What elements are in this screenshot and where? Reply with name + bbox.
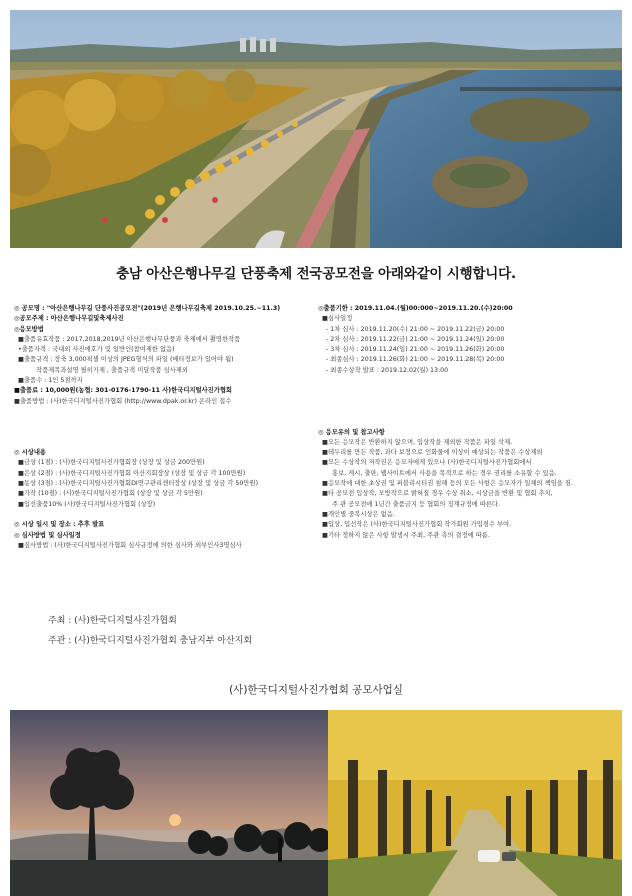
- left-detail-line: ■가작 (10점) : (사)한국디지털사진가협회 (상장 및 상금 각 5만원): [14, 490, 203, 498]
- right-detail-line: ■개인별 중복시상은 없음.: [318, 510, 395, 518]
- right-detail-line: - 3차 심사 : 2019.11.24(일) 21:00 ~ 2019.11.26(화) 20:00: [318, 346, 505, 354]
- right-detail-line: ■모든 수상작의 저작권은 응모자에게 있으나 (사)한국디지털사진가협회에서: [318, 459, 532, 467]
- right-detail-line: ■기타 정하지 않은 사항 발생시 주최, 주관 측의 결정에 따름.: [318, 531, 490, 539]
- left-detail-line: [14, 417, 314, 427]
- ginkgo-road-photo: [328, 710, 622, 896]
- right-detail-line: ■테두리를 만든 작품, 과다 보정으로 인화물에 이상이 예상되는 작품은 수상제외: [318, 449, 543, 457]
- right-detail-line: ■심사일정: [318, 315, 353, 323]
- right-detail-line: [318, 417, 628, 427]
- left-detail-line: ■출품유효작품 : 2017,2018,2019년 아산은행나무단풍과 축제에서 촬영한작품: [14, 335, 241, 343]
- left-detail-line: ■입선출품10% (사)한국디지털사진가협회 (상장): [14, 500, 156, 508]
- left-detail-line: ■금상 (1점) : (사)한국디지털사진가협회장 (상장 및 상금 200만원): [14, 459, 205, 467]
- host-line: 주최 : (사)한국디지털사진가협회: [48, 616, 177, 626]
- contest-details-right: [318, 304, 628, 541]
- contest-office: (사)한국디지털사진가협회 공모사업실: [229, 684, 403, 696]
- left-detail-line: ◎응모방법: [14, 325, 44, 333]
- right-detail-line: 홍보, 게시, 출판, 웹사이트에서 사용을 목적으로 하는 경우 권리를 소유할 수 있음.: [318, 469, 557, 477]
- right-detail-line: ◎ 응모유의 및 참고사항: [318, 428, 385, 436]
- left-detail-line: ◎ 심사방법 및 심사일정: [14, 531, 81, 539]
- organizer-line: 주관 : (사)한국디지털사진가협회 충남지부 아산지회: [48, 636, 253, 646]
- left-detail-line: [14, 438, 314, 448]
- right-detail-line: - 1차 심사 : 2019.11.20(수) 21:00 ~ 2019.11.22(금) 20:00: [318, 325, 505, 333]
- left-detail-line: [14, 510, 314, 520]
- right-detail-line: [318, 397, 628, 407]
- announcement-headline: 충남 아산은행나무길 단풍축제 전국공모전을 아래와같이 시행합니다.: [116, 266, 516, 282]
- left-detail-line: 작품제목과설명 필히기재 , 출품규격 미달작품 심사제외: [14, 366, 188, 374]
- misty-tree-photo: [10, 710, 328, 896]
- left-detail-line: ■은상 (2점) : (사)한국디지털사진가협회 아산지회장상 (상장 및 상금 각 100만원): [14, 469, 246, 477]
- left-detail-line: ■출품규격 : 장축 3,000픽셀 이상의 JPEG형식의 파일 (메타정보가 있어야 됨): [14, 356, 234, 364]
- left-detail-line: ◎공모주제 : 아산은행나무길및축제사진: [14, 315, 124, 323]
- left-detail-line: ◎ 시상 일시 및 장소 : 추후 발표: [14, 521, 105, 529]
- right-detail-line: - 최종심사 : 2019.11.26(화) 21:00 ~ 2019.11.28(목) 20:00: [318, 356, 505, 364]
- right-detail-line: ■입상, 입선작은 (사)한국디지털사진가협회 작가회원 가입점수 부여.: [318, 521, 512, 529]
- left-detail-line: ■출품수 : 1인 5점까지: [14, 377, 83, 385]
- right-detail-line: - 최종수상작 발표 : 2019.12.02(월) 13:00: [318, 366, 449, 374]
- left-detail-line: ■동상 (3점) : (사)한국디지털사진가협회DI연구관리센터장상 (상장 및 상금 각 50만원): [14, 480, 259, 488]
- right-detail-line: [318, 386, 628, 396]
- right-detail-line: [318, 376, 628, 386]
- left-detail-line: [14, 407, 314, 417]
- contest-details-left: [14, 304, 314, 551]
- right-detail-line: ■모든 응모작은 반환하지 않으며, 입상작을 제외한 작품은 파일 삭제.: [318, 438, 513, 446]
- festival-aerial-photo: [10, 10, 622, 248]
- left-detail-line: [14, 428, 314, 438]
- right-detail-line: 주 관 공모전에 1년간 출품금지 등 협회의 징계규정에 따른다.: [318, 500, 501, 508]
- right-detail-line: ■타 공모전 입상작, 모방작으로 밝혀질 경우 수상 취소, 시상금을 반환 및 협회 추치,: [318, 490, 553, 498]
- right-detail-line: ■응모작에 대한 초상권 및 퍼블리시티권 침해 등의 모든 사항은 응모자가 일체의 책임을 짐.: [318, 480, 573, 488]
- left-detail-line: ◎ 시상내용: [14, 449, 47, 457]
- left-detail-line: ■심사방법 : (사)한국디지털사진가협회 심사규정에 의한 심사와 외부인사3명심사: [14, 541, 242, 549]
- left-detail-line: ◎ 공모명 : "아산은행나무길 단풍사진공모전"(2019년 은행나무길축제 2019.10.25.~11.3): [14, 305, 281, 312]
- right-detail-line: ◎출품기한 : 2019.11.04.(월)00:000~2019.11.20.(수)20:00: [318, 305, 513, 312]
- left-detail-line: ■출품료 : 10,000원(농협: 301-0176-1790-11 사)한국디지털사진가협회: [14, 387, 233, 395]
- right-detail-line: [318, 407, 628, 417]
- left-detail-line: •출품자격 : 국내외 사진애호가 및 일반인(참여제한 없음): [14, 346, 175, 354]
- right-detail-line: - 2차 심사 : 2019.11.22(금) 21:00 ~ 2019.11.24(일) 20:00: [318, 335, 505, 343]
- left-detail-line: ■출품방법 : (사)한국디지털사진가협회 (http://www.dpak.or.kr) 온라인 접수: [14, 397, 232, 405]
